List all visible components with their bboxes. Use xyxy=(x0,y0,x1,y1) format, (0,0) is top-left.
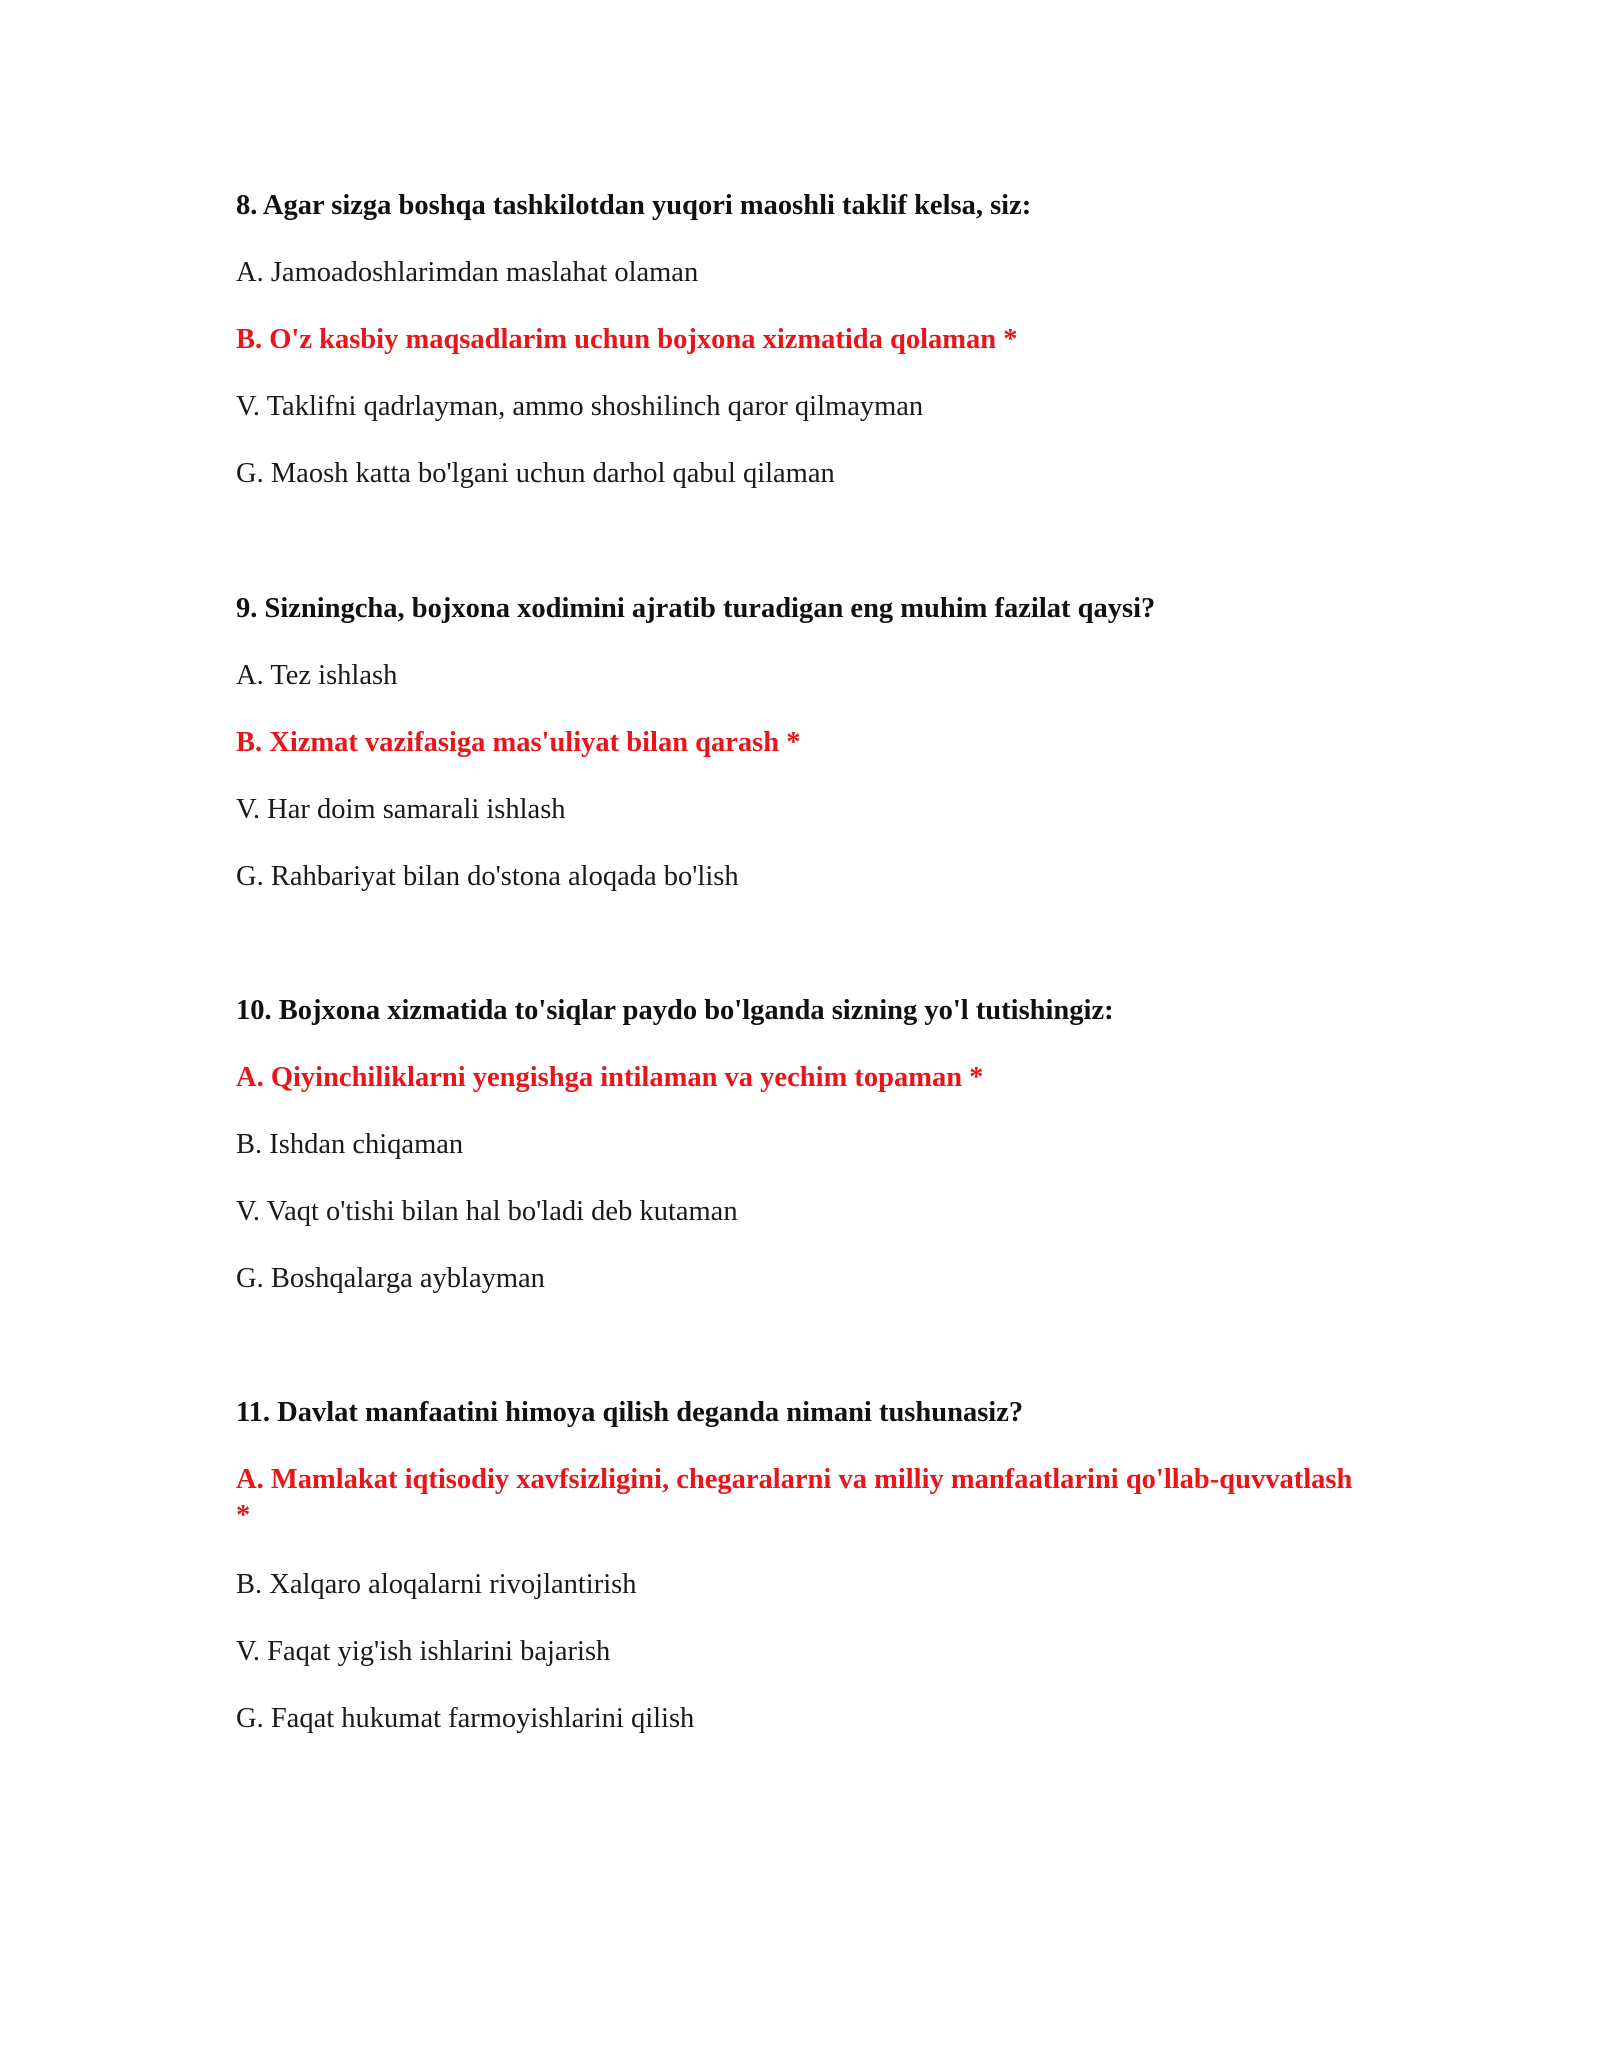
question-title: 11. Davlat manfaatini himoya qilish deganda nimani tushunasiz? xyxy=(236,1397,1024,1428)
option-a: A. Jamoadoshlarimdan maslahat olaman xyxy=(236,257,699,288)
option-a: A. Tez ishlash xyxy=(236,660,398,691)
question-11 xyxy=(236,1395,1366,1734)
option-a-correct: A. Mamlakat iqtisodiy xavfsizligini, chegaralarni va milliy manfaatlarini qo'llab-quvvatlash * xyxy=(236,1464,1353,1531)
option-b: B. Ishdan chiqaman xyxy=(236,1129,464,1160)
option-v: V. Har doim samarali ishlash xyxy=(236,794,566,825)
question-title: 10. Bojxona xizmatida to'siqlar paydo bo'lganda sizning yo'l tutishingiz: xyxy=(236,995,1114,1026)
option-b-correct: B. Xizmat vazifasiga mas'uliyat bilan qarash * xyxy=(236,727,801,758)
option-v: V. Faqat yig'ish ishlarini bajarish xyxy=(236,1636,611,1667)
option-g: G. Boshqalarga ayblayman xyxy=(236,1263,545,1294)
question-title: 9. Sizningcha, bojxona xodimini ajratib turadigan eng muhim fazilat qaysi? xyxy=(236,593,1156,624)
question-9 xyxy=(236,591,1366,892)
option-b: B. Xalqaro aloqalarni rivojlantirish xyxy=(236,1569,637,1600)
question-title: 8. Agar sizga boshqa tashkilotdan yuqori maoshli taklif kelsa, siz: xyxy=(236,190,1032,221)
option-b-correct: B. O'z kasbiy maqsadlarim uchun bojxona xizmatida qolaman * xyxy=(236,324,1018,355)
option-v: V. Taklifni qadrlayman, ammo shoshilinch qaror qilmayman xyxy=(236,391,924,422)
option-v: V. Vaqt o'tishi bilan hal bo'ladi deb kutaman xyxy=(236,1196,738,1227)
option-g: G. Rahbariyat bilan do'stona aloqada bo'lish xyxy=(236,861,739,892)
question-8 xyxy=(236,188,1366,489)
option-g: G. Maosh katta bo'lgani uchun darhol qabul qilaman xyxy=(236,458,835,489)
option-a-correct: A. Qiyinchiliklarni yengishga intilaman va yechim topaman * xyxy=(236,1062,984,1093)
option-g: G. Faqat hukumat farmoyishlarini qilish xyxy=(236,1703,695,1734)
question-10 xyxy=(236,993,1366,1294)
